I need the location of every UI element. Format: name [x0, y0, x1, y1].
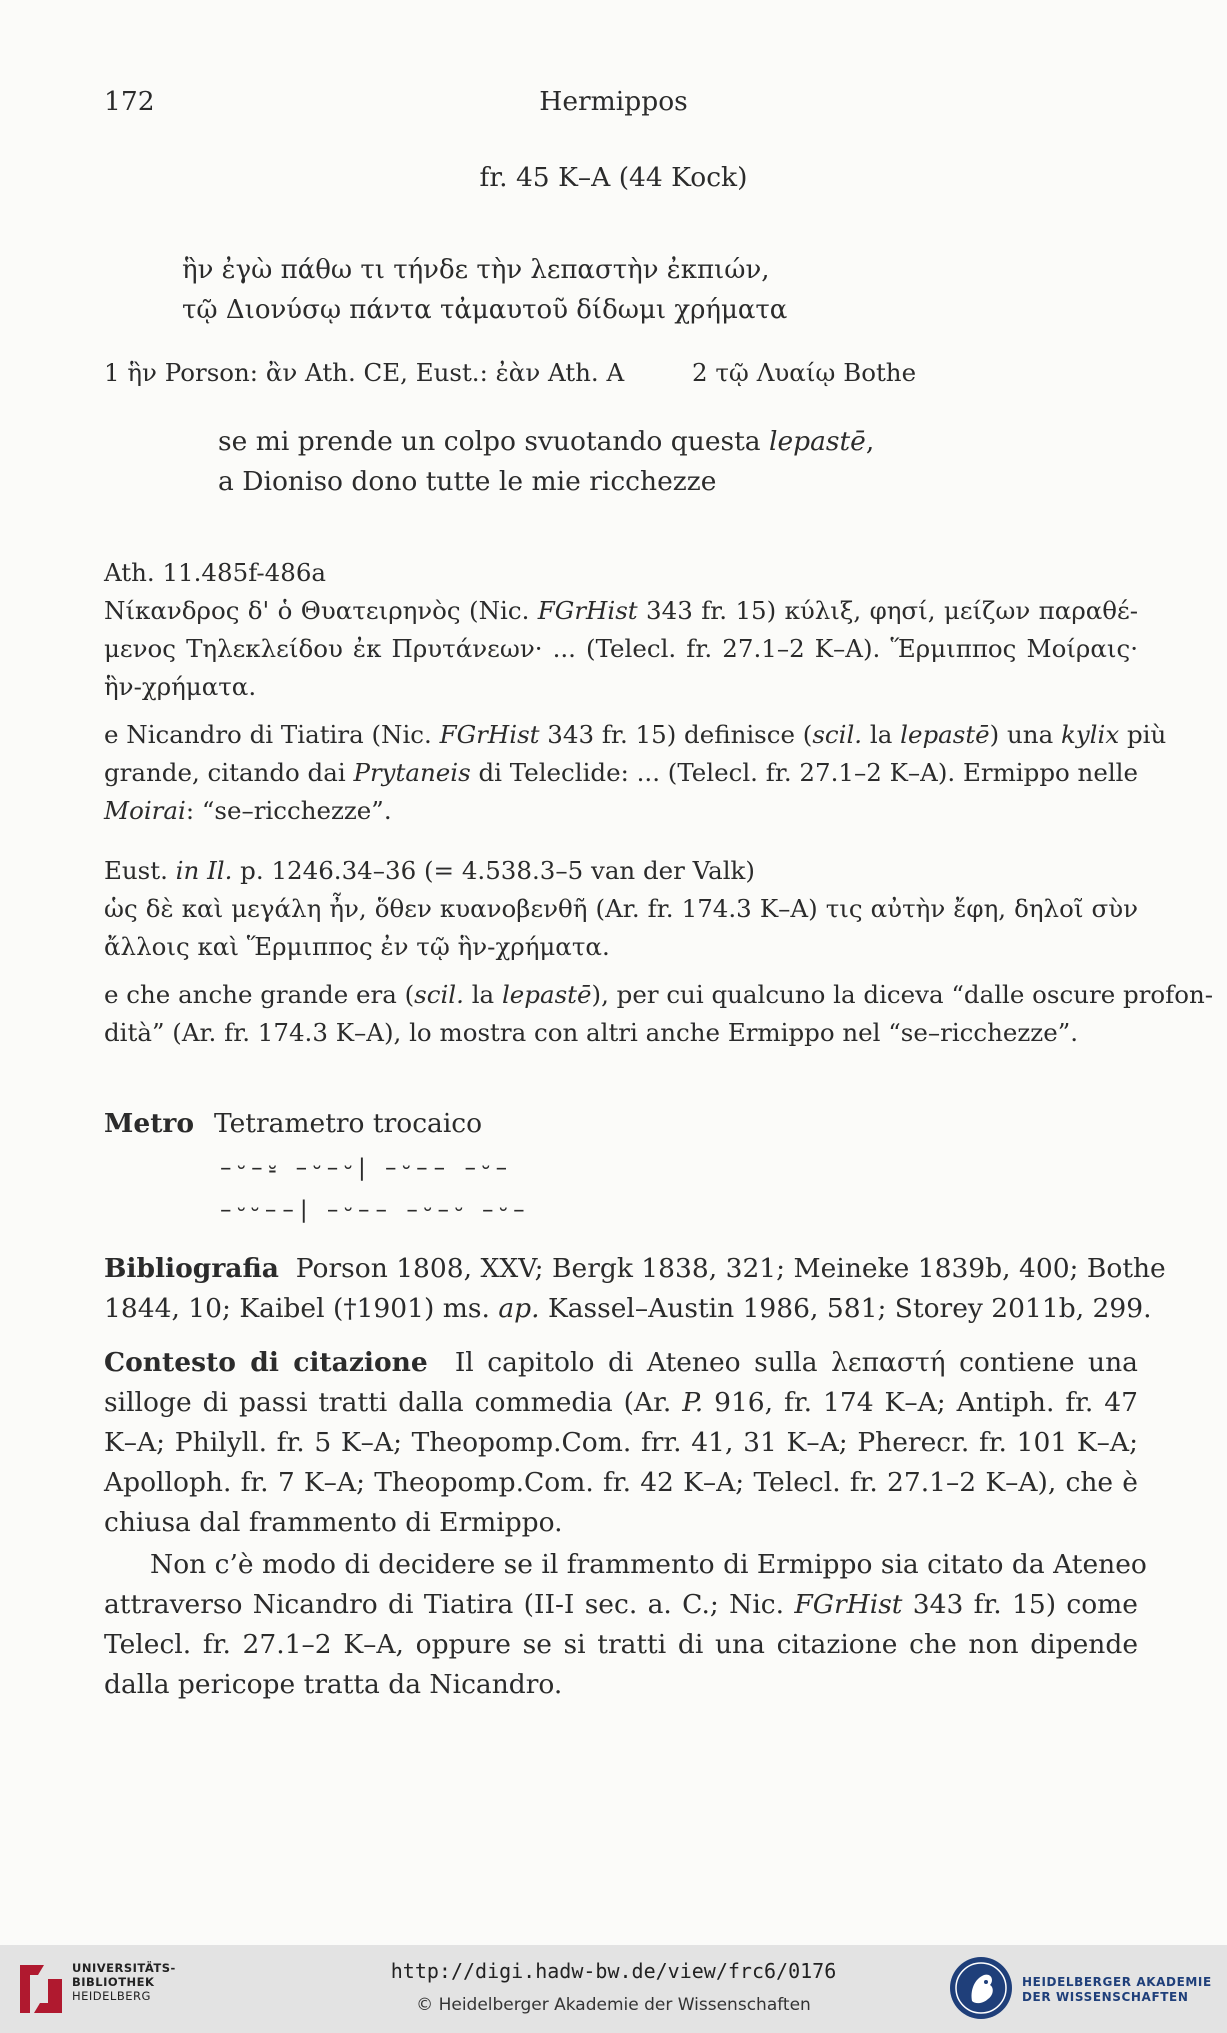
- eust-greek-line-2: ἄλλοις καὶ Ἕρμιππος ἐν τῷ ἣν-χρήματα.: [104, 932, 610, 961]
- bibliografia-line-2: 1844, 10; Kaibel (†1901) ms. ap. Kassel–Austin 1986, 581; Storey 2011b, 299.: [104, 1293, 1152, 1324]
- metro-label: Metro: [104, 1108, 195, 1139]
- ath-translation-line-1: e Nicandro di Tiatira (Nic. FGrHist 343 fr. 15) definisce (scil. la lepastē) una kylix più: [104, 720, 1167, 749]
- greek-verse-1: ἣν ἐγὼ πάθω τι τήνδε τὴν λεπαστὴν ἐκπιών,: [182, 255, 770, 285]
- ath-translation-line-2: grande, citando dai Prytaneis di Teleclide: ... (Telecl. fr. 27.1–2 K–A). Ermippo nelle: [104, 758, 1138, 787]
- eust-greek-line-1: ὡς δὲ καὶ μεγάλη ἦν, ὅθεν κυανοβενθῆ (Ar. fr. 174.3 K–A) τις αὐτὴν ἔφη, δηλοῖ σὺν: [104, 894, 1138, 923]
- contesto-p2-line-4: dalla pericope tratta da Nicandro.: [104, 1669, 563, 1700]
- ath-greek-line-1: Νίκανδρος δ' ὁ Θυατειρηνὸς (Nic. FGrHist 343 fr. 15) κύλιξ, φησί, μείζων παραθέ-: [104, 596, 1138, 625]
- metro-value: Tetrametro trocaico: [214, 1108, 483, 1139]
- contesto-p2-line-1: Non c’è modo di decidere se il frammento di Ermippo sia citato da Ateneo: [150, 1549, 1147, 1580]
- eust-translation-line-1: e che anche grande era (scil. la lepastē), per cui qualcuno la diceva “dalle oscure profon-: [104, 980, 1213, 1009]
- contesto-line-1: Contesto di citazione Il capitolo di Ateneo sulla λεπαστή contiene una: [104, 1347, 1138, 1378]
- metre-scheme-2: –⏑⏑––| –⏑–– –⏑–⏑ –⏑–: [220, 1197, 531, 1223]
- contesto-line-5: chiusa dal frammento di Ermippo.: [104, 1507, 563, 1538]
- library-name: UNIVERSITÄTS- BIBLIOTHEK HEIDELBERG: [72, 1961, 176, 2003]
- fragment-title: fr. 45 K–A (44 Kock): [479, 162, 748, 193]
- ath-translation-line-3: Moirai: “se–ricchezze”.: [104, 796, 392, 825]
- academy-name: HEIDELBERGER AKADEMIE DER WISSENSCHAFTEN: [1022, 1975, 1212, 2004]
- translation-line-2: a Dioniso dono tutte le mie ricchezze: [218, 466, 717, 497]
- source-url-link[interactable]: http://digi.hadw-bw.de/view/frc6/0176: [390, 1959, 837, 1983]
- eust-source: Eust. in Il. p. 1246.34–36 (= 4.538.3–5 van der Valk): [104, 856, 755, 885]
- contesto-line-4: Apolloph. fr. 7 K–A; Theopomp.Com. fr. 42 K–A; Telecl. fr. 27.1–2 K–A), che è: [104, 1467, 1138, 1498]
- contesto-line-2: silloge di passi tratti dalla commedia (Ar. P. 916, fr. 174 K–A; Antiph. fr. 47: [104, 1387, 1138, 1418]
- bibliografia-line-1: Bibliografia Porson 1808, XXV; Bergk 1838, 321; Meineke 1839b, 400; Bothe: [104, 1253, 1166, 1284]
- contesto-line-3: K–A; Philyll. fr. 5 K–A; Theopomp.Com. frr. 41, 31 K–A; Pherecr. fr. 101 K–A;: [104, 1427, 1138, 1458]
- contesto-p2-line-2: attraverso Nicandro di Tiatira (II-I sec. a. C.; Nic. FGrHist 343 fr. 15) come: [104, 1589, 1138, 1620]
- eust-translation-line-2: dità” (Ar. fr. 174.3 K–A), lo mostra con altri anche Ermippo nel “se–ricchezze”.: [104, 1018, 1079, 1047]
- footer-bar: [0, 1945, 1227, 2033]
- greek-verse-2: τῷ Διονύσῳ πάντα τἀμαυτοῦ δίδωμι χρήματα: [182, 295, 788, 325]
- translation-line-1: se mi prende un colpo svuotando questa lepastē,: [218, 426, 875, 457]
- ath-greek-line-3: ἣν-χρήματα.: [104, 672, 257, 701]
- copyright-text: © Heidelberger Akademie der Wissenschaften: [416, 1995, 811, 2015]
- page-number: 172: [104, 86, 155, 117]
- academy-seal-icon: [948, 1955, 1014, 2021]
- metre-scheme-1: –⏑–⏓ –⏑–⏑| –⏑–– –⏑–: [220, 1155, 514, 1181]
- ath-greek-line-2: μενος Τηλεκλείδου ἐκ Πρυτάνεων· ... (Telecl. fr. 27.1–2 K–A). Ἕρμιππος Μοίραις·: [104, 634, 1138, 663]
- apparatus-note-2: 2 τῷ Λυαίῳ Bothe: [692, 358, 917, 387]
- apparatus-note-1: 1 ἣν Porson: ἂν Ath. CE, Eust.: ἐὰν Ath. A: [104, 358, 625, 387]
- running-title: Hermippos: [539, 86, 688, 117]
- ath-source: Ath. 11.485f-486a: [104, 558, 327, 587]
- contesto-p2-line-3: Telecl. fr. 27.1–2 K–A, oppure se si tratti di una citazione che non dipende: [104, 1629, 1138, 1660]
